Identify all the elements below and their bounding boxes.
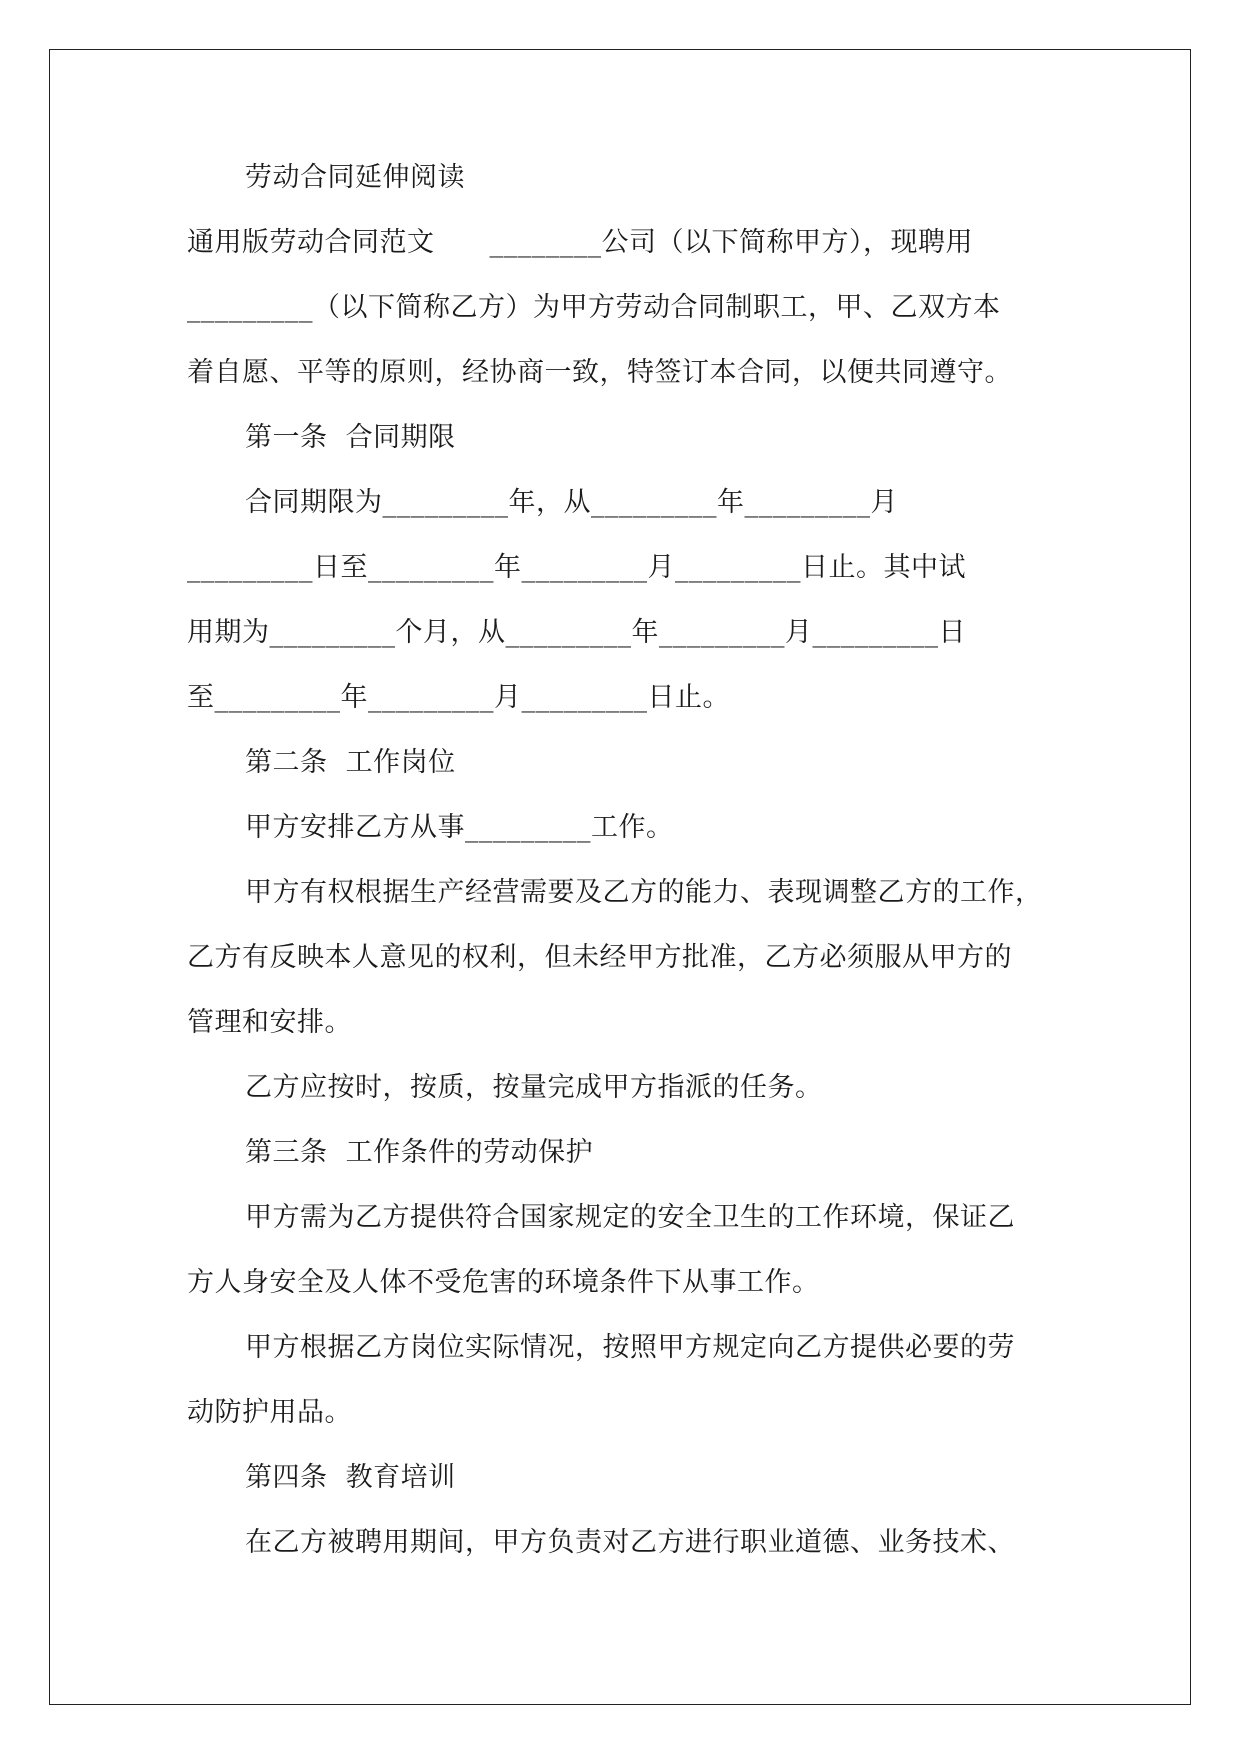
paragraph-line: _________日至_________年_________月_________日止。其中试 bbox=[187, 552, 966, 583]
paragraph-line: 着自愿、平等的原则，经协商一致，特签订本合同，以便共同遵守。 bbox=[187, 357, 1012, 388]
paragraph-line: 甲方安排乙方从事_________工作。 bbox=[245, 812, 674, 843]
paragraph-line: 动防护用品。 bbox=[187, 1397, 352, 1428]
paragraph-line: _________（以下简称乙方）为甲方劳动合同制职工，甲、乙双方本 bbox=[187, 292, 1001, 323]
article-heading: 第一条 合同期限 bbox=[245, 422, 456, 453]
article-heading: 第三条 工作条件的劳动保护 bbox=[245, 1137, 594, 1168]
paragraph-line: 在乙方被聘用期间，甲方负责对乙方进行职业道德、业务技术、 bbox=[245, 1527, 1015, 1558]
paragraph-line: 管理和安排。 bbox=[187, 1007, 352, 1038]
paragraph-line: 乙方有反映本人意见的权利，但未经甲方批准，乙方必须服从甲方的 bbox=[187, 942, 1012, 973]
article-heading: 第二条 工作岗位 bbox=[245, 747, 456, 778]
paragraph-line: 甲方需为乙方提供符合国家规定的安全卫生的工作环境，保证乙 bbox=[245, 1202, 1015, 1233]
doc-heading: 劳动合同延伸阅读 bbox=[245, 162, 465, 193]
paragraph-line: 合同期限为_________年，从_________年_________月 bbox=[245, 487, 898, 518]
paragraph-line: 至_________年_________月_________日止。 bbox=[187, 682, 730, 713]
paragraph-line: 通用版劳动合同范文 ________公司（以下简称甲方），现聘用 bbox=[187, 227, 973, 258]
paragraph-line: 用期为_________个月，从_________年_________月_________日 bbox=[187, 617, 966, 648]
paragraph-line: 方人身安全及人体不受危害的环境条件下从事工作。 bbox=[187, 1267, 820, 1298]
paragraph-line: 乙方应按时，按质，按量完成甲方指派的任务。 bbox=[245, 1072, 823, 1103]
paragraph-line: 甲方根据乙方岗位实际情况，按照甲方规定向乙方提供必要的劳 bbox=[245, 1332, 1015, 1363]
article-heading: 第四条 教育培训 bbox=[245, 1462, 456, 1493]
paragraph-line: 甲方有权根据生产经营需要及乙方的能力、表现调整乙方的工作， bbox=[245, 877, 1043, 908]
